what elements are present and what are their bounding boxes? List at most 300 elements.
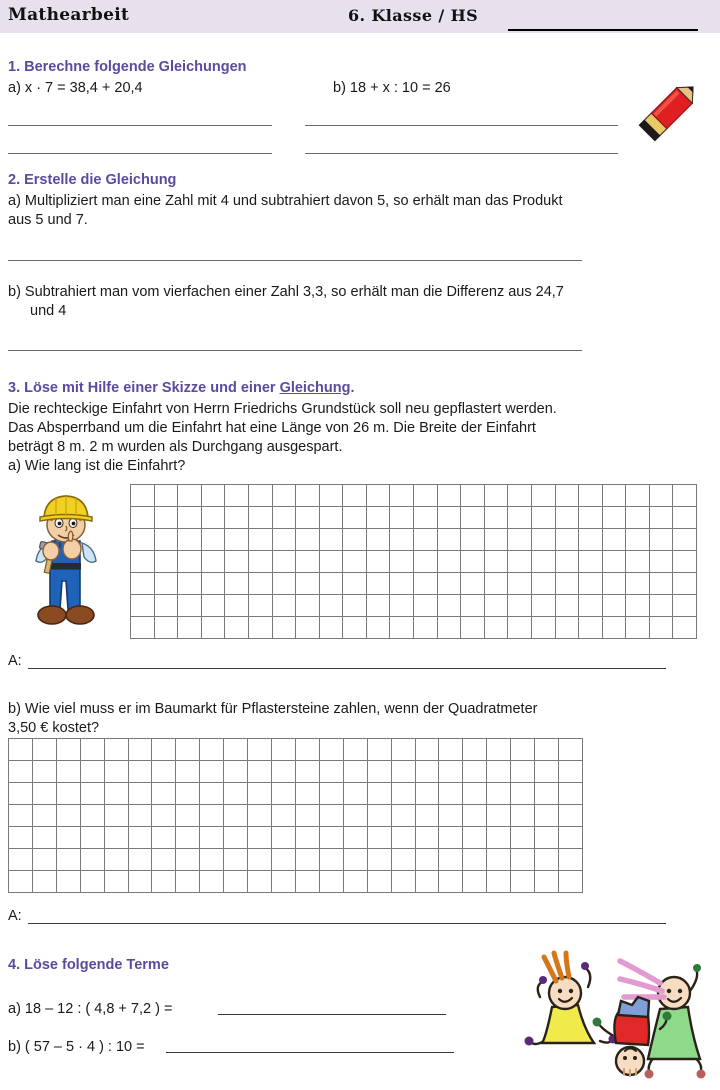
grid-cell[interactable] [296,871,320,893]
grid-cell[interactable] [57,739,81,761]
grid-cell[interactable] [485,551,509,573]
grid-cell[interactable] [414,529,438,551]
grid-cell[interactable] [463,739,487,761]
grid-cell[interactable] [131,595,155,617]
grid-cell[interactable] [33,871,57,893]
grid-cell[interactable] [367,617,391,639]
grid-cell[interactable] [249,507,273,529]
answer-grid-a[interactable] [130,484,697,639]
grid-cell[interactable] [603,529,627,551]
grid-cell[interactable] [131,551,155,573]
grid-cell[interactable] [392,849,416,871]
grid-cell[interactable] [200,871,224,893]
grid-cell[interactable] [439,783,463,805]
answer-line-1a-2[interactable] [8,153,272,154]
grid-cell[interactable] [9,849,33,871]
grid-cell[interactable] [155,529,179,551]
grid-cell[interactable] [343,507,367,529]
grid-cell[interactable] [224,871,248,893]
grid-cell[interactable] [9,805,33,827]
grid-cell[interactable] [367,573,391,595]
grid-cell[interactable] [320,573,344,595]
grid-cell[interactable] [532,595,556,617]
grid-cell[interactable] [559,783,583,805]
grid-cell[interactable] [225,551,249,573]
grid-cell[interactable] [131,573,155,595]
grid-cell[interactable] [650,551,674,573]
grid-cell[interactable] [511,783,535,805]
grid-cell[interactable] [416,805,440,827]
grid-cell[interactable] [559,761,583,783]
grid-cell[interactable] [535,739,559,761]
grid-cell[interactable] [463,871,487,893]
grid-cell[interactable] [439,849,463,871]
grid-cell[interactable] [81,871,105,893]
grid-cell[interactable] [439,739,463,761]
grid-cell[interactable] [57,805,81,827]
grid-cell[interactable] [367,551,391,573]
answer-line-3a[interactable] [28,668,666,669]
grid-cell[interactable] [392,827,416,849]
grid-cell[interactable] [152,805,176,827]
grid-cell[interactable] [508,573,532,595]
grid-cell[interactable] [9,761,33,783]
grid-cell[interactable] [438,485,462,507]
grid-cell[interactable] [249,573,273,595]
grid-cell[interactable] [320,827,344,849]
grid-cell[interactable] [273,595,297,617]
answer-grid-b[interactable] [8,738,583,893]
grid-cell[interactable] [603,507,627,529]
grid-cell[interactable] [463,849,487,871]
grid-cell[interactable] [626,507,650,529]
grid-cell[interactable] [129,871,153,893]
grid-cell[interactable] [57,761,81,783]
grid-cell[interactable] [463,805,487,827]
grid-cell[interactable] [344,805,368,827]
grid-cell[interactable] [603,485,627,507]
grid-cell[interactable] [438,551,462,573]
grid-cell[interactable] [532,573,556,595]
grid-cell[interactable] [105,849,129,871]
grid-cell[interactable] [105,871,129,893]
grid-cell[interactable] [579,485,603,507]
grid-cell[interactable] [439,805,463,827]
grid-cell[interactable] [416,849,440,871]
grid-cell[interactable] [485,485,509,507]
grid-cell[interactable] [439,827,463,849]
grid-cell[interactable] [296,551,320,573]
grid-cell[interactable] [129,783,153,805]
grid-cell[interactable] [81,761,105,783]
answer-line-4a[interactable] [218,1014,446,1015]
grid-cell[interactable] [556,529,580,551]
grid-cell[interactable] [368,849,392,871]
grid-cell[interactable] [202,617,226,639]
answer-line-1a-1[interactable] [8,125,272,126]
grid-cell[interactable] [461,595,485,617]
grid-cell[interactable] [673,485,697,507]
grid-cell[interactable] [463,761,487,783]
grid-cell[interactable] [248,761,272,783]
grid-cell[interactable] [463,783,487,805]
grid-cell[interactable] [224,739,248,761]
grid-cell[interactable] [579,595,603,617]
grid-cell[interactable] [508,507,532,529]
grid-cell[interactable] [225,485,249,507]
grid-cell[interactable] [414,617,438,639]
grid-cell[interactable] [248,827,272,849]
grid-cell[interactable] [368,871,392,893]
grid-cell[interactable] [579,617,603,639]
grid-cell[interactable] [511,805,535,827]
grid-cell[interactable] [81,849,105,871]
grid-cell[interactable] [626,485,650,507]
grid-cell[interactable] [508,485,532,507]
grid-cell[interactable] [511,739,535,761]
grid-cell[interactable] [392,871,416,893]
grid-cell[interactable] [320,617,344,639]
grid-cell[interactable] [344,827,368,849]
grid-cell[interactable] [535,849,559,871]
grid-cell[interactable] [33,761,57,783]
grid-cell[interactable] [344,849,368,871]
grid-cell[interactable] [105,761,129,783]
grid-cell[interactable] [320,507,344,529]
grid-cell[interactable] [673,595,697,617]
grid-cell[interactable] [224,783,248,805]
grid-cell[interactable] [438,529,462,551]
grid-cell[interactable] [57,849,81,871]
grid-cell[interactable] [225,573,249,595]
grid-cell[interactable] [178,551,202,573]
grid-cell[interactable] [105,827,129,849]
grid-cell[interactable] [9,739,33,761]
grid-cell[interactable] [202,595,226,617]
answer-line-1b-2[interactable] [305,153,618,154]
grid-cell[interactable] [176,783,200,805]
grid-cell[interactable] [129,827,153,849]
grid-cell[interactable] [57,871,81,893]
grid-cell[interactable] [273,573,297,595]
answer-line-2a[interactable] [8,260,582,261]
grid-cell[interactable] [57,783,81,805]
grid-cell[interactable] [508,529,532,551]
grid-cell[interactable] [249,529,273,551]
grid-cell[interactable] [202,507,226,529]
grid-cell[interactable] [202,573,226,595]
grid-cell[interactable] [556,507,580,529]
grid-cell[interactable] [626,573,650,595]
grid-cell[interactable] [152,849,176,871]
grid-cell[interactable] [81,827,105,849]
grid-cell[interactable] [603,617,627,639]
student-name-blank[interactable] [508,29,698,31]
grid-cell[interactable] [129,849,153,871]
grid-cell[interactable] [176,739,200,761]
grid-cell[interactable] [200,827,224,849]
grid-cell[interactable] [9,783,33,805]
grid-cell[interactable] [487,827,511,849]
grid-cell[interactable] [273,529,297,551]
grid-cell[interactable] [532,507,556,529]
grid-cell[interactable] [296,617,320,639]
grid-cell[interactable] [33,805,57,827]
grid-cell[interactable] [249,595,273,617]
answer-line-1b-1[interactable] [305,125,618,126]
grid-cell[interactable] [650,507,674,529]
grid-cell[interactable] [511,871,535,893]
grid-cell[interactable] [461,485,485,507]
grid-cell[interactable] [248,739,272,761]
grid-cell[interactable] [249,617,273,639]
grid-cell[interactable] [343,529,367,551]
grid-cell[interactable] [511,849,535,871]
grid-cell[interactable] [673,529,697,551]
grid-cell[interactable] [178,573,202,595]
grid-cell[interactable] [224,849,248,871]
grid-cell[interactable] [105,739,129,761]
grid-cell[interactable] [272,871,296,893]
grid-cell[interactable] [272,805,296,827]
grid-cell[interactable] [152,783,176,805]
grid-cell[interactable] [532,485,556,507]
grid-cell[interactable] [368,739,392,761]
grid-cell[interactable] [535,761,559,783]
grid-cell[interactable] [272,849,296,871]
grid-cell[interactable] [155,485,179,507]
grid-cell[interactable] [296,827,320,849]
grid-cell[interactable] [487,739,511,761]
grid-cell[interactable] [129,761,153,783]
grid-cell[interactable] [508,617,532,639]
grid-cell[interactable] [296,783,320,805]
grid-cell[interactable] [367,485,391,507]
grid-cell[interactable] [673,507,697,529]
grid-cell[interactable] [485,529,509,551]
grid-cell[interactable] [273,551,297,573]
grid-cell[interactable] [416,761,440,783]
grid-cell[interactable] [673,573,697,595]
grid-cell[interactable] [155,617,179,639]
answer-line-4b[interactable] [166,1052,454,1053]
grid-cell[interactable] [626,529,650,551]
grid-cell[interactable] [320,761,344,783]
grid-cell[interactable] [508,551,532,573]
grid-cell[interactable] [511,827,535,849]
grid-cell[interactable] [344,871,368,893]
grid-cell[interactable] [176,827,200,849]
grid-cell[interactable] [296,529,320,551]
grid-cell[interactable] [392,783,416,805]
grid-cell[interactable] [532,617,556,639]
grid-cell[interactable] [249,551,273,573]
grid-cell[interactable] [320,849,344,871]
grid-cell[interactable] [202,529,226,551]
grid-cell[interactable] [176,805,200,827]
grid-cell[interactable] [248,805,272,827]
grid-cell[interactable] [438,573,462,595]
grid-cell[interactable] [202,551,226,573]
grid-cell[interactable] [33,827,57,849]
grid-cell[interactable] [320,551,344,573]
grid-cell[interactable] [105,783,129,805]
grid-cell[interactable] [200,739,224,761]
grid-cell[interactable] [626,595,650,617]
grid-cell[interactable] [224,827,248,849]
grid-cell[interactable] [248,849,272,871]
grid-cell[interactable] [603,595,627,617]
grid-cell[interactable] [81,805,105,827]
grid-cell[interactable] [33,783,57,805]
grid-cell[interactable] [33,739,57,761]
grid-cell[interactable] [579,551,603,573]
grid-cell[interactable] [33,849,57,871]
grid-cell[interactable] [155,507,179,529]
grid-cell[interactable] [487,805,511,827]
grid-cell[interactable] [439,761,463,783]
grid-cell[interactable] [414,595,438,617]
grid-cell[interactable] [178,617,202,639]
grid-cell[interactable] [320,529,344,551]
grid-cell[interactable] [105,805,129,827]
grid-cell[interactable] [272,827,296,849]
grid-cell[interactable] [626,617,650,639]
grid-cell[interactable] [650,573,674,595]
grid-cell[interactable] [155,551,179,573]
grid-cell[interactable] [320,805,344,827]
grid-cell[interactable] [390,507,414,529]
grid-cell[interactable] [200,761,224,783]
grid-cell[interactable] [224,761,248,783]
grid-cell[interactable] [390,573,414,595]
grid-cell[interactable] [272,739,296,761]
grid-cell[interactable] [392,805,416,827]
grid-cell[interactable] [535,805,559,827]
grid-cell[interactable] [508,595,532,617]
grid-cell[interactable] [129,805,153,827]
grid-cell[interactable] [414,507,438,529]
grid-cell[interactable] [532,551,556,573]
grid-cell[interactable] [461,617,485,639]
grid-cell[interactable] [390,595,414,617]
grid-cell[interactable] [650,617,674,639]
grid-cell[interactable] [603,551,627,573]
grid-cell[interactable] [273,507,297,529]
grid-cell[interactable] [556,485,580,507]
grid-cell[interactable] [673,617,697,639]
grid-cell[interactable] [9,827,33,849]
grid-cell[interactable] [131,617,155,639]
grid-cell[interactable] [556,595,580,617]
grid-cell[interactable] [344,783,368,805]
grid-cell[interactable] [603,573,627,595]
grid-cell[interactable] [461,551,485,573]
grid-cell[interactable] [368,783,392,805]
grid-cell[interactable] [9,871,33,893]
grid-cell[interactable] [225,529,249,551]
grid-cell[interactable] [131,485,155,507]
grid-cell[interactable] [487,849,511,871]
grid-cell[interactable] [344,739,368,761]
grid-cell[interactable] [296,595,320,617]
grid-cell[interactable] [390,617,414,639]
grid-cell[interactable] [485,595,509,617]
grid-cell[interactable] [485,617,509,639]
grid-cell[interactable] [176,761,200,783]
grid-cell[interactable] [176,849,200,871]
grid-cell[interactable] [390,485,414,507]
grid-cell[interactable] [320,485,344,507]
grid-cell[interactable] [200,805,224,827]
grid-cell[interactable] [390,529,414,551]
grid-cell[interactable] [224,805,248,827]
grid-cell[interactable] [178,485,202,507]
grid-cell[interactable] [559,871,583,893]
grid-cell[interactable] [343,617,367,639]
grid-cell[interactable] [368,805,392,827]
grid-cell[interactable] [320,739,344,761]
grid-cell[interactable] [535,783,559,805]
grid-cell[interactable] [532,529,556,551]
grid-cell[interactable] [152,827,176,849]
grid-cell[interactable] [320,871,344,893]
grid-cell[interactable] [559,849,583,871]
grid-cell[interactable] [296,761,320,783]
grid-cell[interactable] [129,739,153,761]
grid-cell[interactable] [320,595,344,617]
grid-cell[interactable] [392,739,416,761]
grid-cell[interactable] [556,617,580,639]
grid-cell[interactable] [178,595,202,617]
grid-cell[interactable] [57,827,81,849]
grid-cell[interactable] [535,827,559,849]
answer-line-3b[interactable] [28,923,666,924]
grid-cell[interactable] [200,783,224,805]
grid-cell[interactable] [155,573,179,595]
grid-cell[interactable] [559,805,583,827]
grid-cell[interactable] [461,573,485,595]
grid-cell[interactable] [272,761,296,783]
grid-cell[interactable] [438,595,462,617]
grid-cell[interactable] [535,871,559,893]
grid-cell[interactable] [414,573,438,595]
grid-cell[interactable] [579,573,603,595]
grid-cell[interactable] [487,761,511,783]
grid-cell[interactable] [485,573,509,595]
grid-cell[interactable] [343,485,367,507]
grid-cell[interactable] [368,827,392,849]
grid-cell[interactable] [650,595,674,617]
grid-cell[interactable] [178,529,202,551]
grid-cell[interactable] [416,827,440,849]
grid-cell[interactable] [650,529,674,551]
grid-cell[interactable] [461,529,485,551]
grid-cell[interactable] [579,507,603,529]
grid-cell[interactable] [367,595,391,617]
grid-cell[interactable] [320,783,344,805]
grid-cell[interactable] [155,595,179,617]
grid-cell[interactable] [416,783,440,805]
grid-cell[interactable] [438,617,462,639]
grid-cell[interactable] [579,529,603,551]
grid-cell[interactable] [367,507,391,529]
grid-cell[interactable] [438,507,462,529]
grid-cell[interactable] [463,827,487,849]
grid-cell[interactable] [559,739,583,761]
grid-cell[interactable] [673,551,697,573]
grid-cell[interactable] [344,761,368,783]
